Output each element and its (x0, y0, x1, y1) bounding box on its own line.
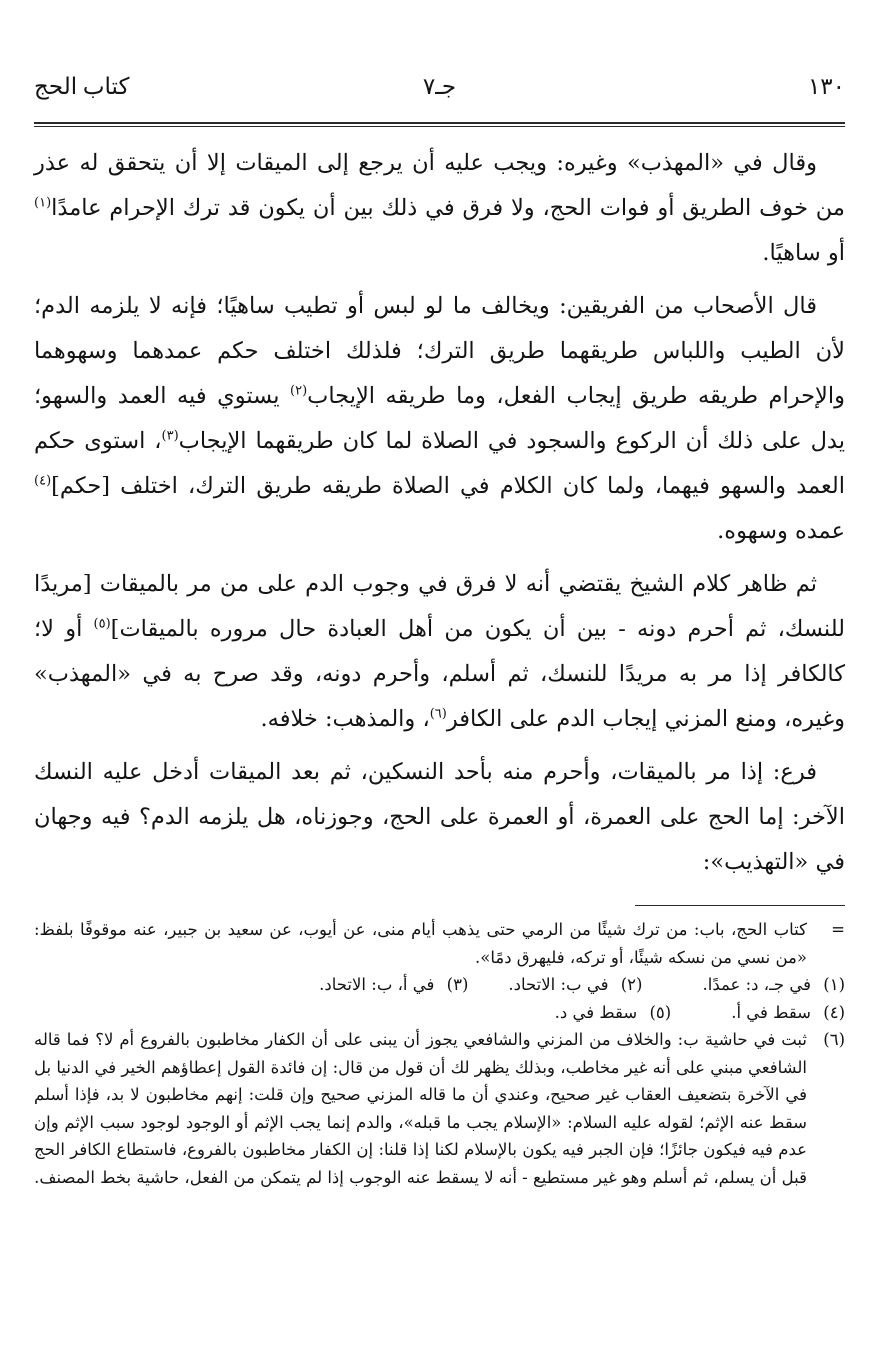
running-header (34, 70, 845, 110)
footnote-2-text: في ب: الاتحاد. (508, 975, 609, 994)
footnote-5-text: سقط في د. (554, 1002, 638, 1022)
footnote-4 (731, 999, 845, 1027)
paragraph-3-text-c: ، والمذهب: خلافه. (260, 706, 430, 732)
paragraph-2-text-d: عمده وسهوه. (717, 518, 845, 544)
paragraph-2-text-a: قال الأصحاب من الفريقين: ويخالف ما لو لبس أو تطيب ساهيًا؛ فإنه لا يلزمه الدم؛ لأن الطيب واللباس طريقهما طريق الترك؛ فلذلك اختلف حكم عمدهما وسهوهما والإحرام طريقه طريق إيجاب الفعل، وما طريقه الإيجاب (34, 293, 846, 409)
paragraph-1 (34, 141, 845, 276)
footnote-1-text: في جـ، د: عمدًا. (702, 975, 811, 994)
footnote-ref-2: (٢) (290, 383, 308, 399)
footnote-6 (34, 1026, 845, 1191)
footnote-ref-4: (٤) (34, 473, 52, 489)
footnote-2-mark: (٢) (620, 975, 643, 994)
book-title: كتاب الحج (34, 74, 130, 99)
footnote-5-mark: (٥) (649, 1002, 672, 1022)
paragraph-3-text-b: أو لا؛ كالكافر إذا مر به مريدًا للنسك، ثم أسلم، وأحرم دونه، وقد صرح به في «المهذب» وغيره، ومنع المزني إيجاب الدم على الكافر (34, 616, 845, 732)
page-number: ١٣٠ (807, 74, 845, 99)
paragraph-1-text-a: وقال في «المهذب» وغيره: ويجب عليه أن يرجع إلى الميقات إلا أن يتحقق له عذر من خوف الطريق أو فوات الحج، ولا فرق في ذلك بين أن يكون قد ترك الإحرام عامدًا (34, 150, 845, 221)
footnotes (34, 916, 845, 1191)
paragraph-2-text-c: ، استوى حكم العمد والسهو فيهما، ولما كان الكلام في الصلاة طريقه طريق الترك، اختلف [حكم] (34, 428, 845, 499)
main-text (34, 141, 845, 885)
footnote-ref-6: (٦) (429, 706, 447, 722)
footnote-4-mark: (٤) (823, 1002, 845, 1022)
footnote-4-text: سقط في أ. (731, 1002, 811, 1022)
header-rule (34, 122, 845, 127)
footnote-ref-1: (١) (34, 195, 52, 211)
footnote-6-mark: (٦) (823, 1030, 845, 1049)
continuation-mark: = (831, 920, 845, 939)
footnote-ref-5: (٥) (93, 616, 111, 632)
footnotes-row-1 (34, 971, 845, 999)
footnotes-separator (635, 905, 845, 906)
paragraph-2-text-b: يستوي فيه العمد والسهو؛ يدل على ذلك أن الركوع والسجود في الصلاة لما كان طريقهما الإيجاب (34, 383, 845, 454)
volume-number: جـ٧ (422, 74, 457, 99)
paragraph-1-text-b: أو ساهيًا. (762, 240, 845, 266)
paragraph-4: فرع: إذا مر بالميقات، وأحرم منه بأحد النسكين، ثم بعد الميقات أدخل عليه النسك الآخر: إما الحج على العمرة، أو العمرة على الحج، وجوزناه، هل يلزمه الدم؟ فيه وجهان في «التهذيب»: (34, 759, 845, 875)
paragraph-3-text-a: ثم ظاهر كلام الشيخ يقتضي أنه لا فرق في وجوب الدم على من مر بالميقات [مريدًا للنسك، ثم أحرم دونه - بين أن يكون من أهل العبادة حال مروره بالميقات] (34, 571, 845, 642)
footnote-1-mark: (١) (823, 975, 845, 994)
footnote-6-text: ثبت في حاشية ب: والخلاف من المزني والشافعي يجوز أن يبنى على أن الكفار مخاطبون بالفروع أم لا؟ فما قاله الشافعي مبني على أنه غير مخاطب، وبذلك يظهر لك أن قول من قال: إن فائدة القول إعطاؤهم الخير في الدنيا بل في الآخرة بتضعيف العقاب غير صحيح، وعندي أن ما قاله المزني صحيح وإن قلت: إنهم مخاطبون لا بد، فإذا أسلم سقط عنه الإثم؛ لقوله عليه السلام: «الإسلام يجب ما قبله»، والدم إنما يجب الإثم أو الوجود لوجود سبب الإثم وإن عدم فيه فيكون جائزًا؛ فإن الجبر فيه يكون بالإسلام لكنا إذا قلنا: إن الكفار مخاطبون بالفروع، فاستطاع الكافر الحج قبل أن يسلم، ثم أسلم وهو غير مستطيع - أنه لا يسقط عنه الوجوب إذا لم يتمكن من الفعل، حاشية بخط المصنف. (34, 1030, 807, 1187)
footnote-1 (702, 971, 845, 999)
footnote-3 (319, 971, 468, 999)
footnote-ref-3: (٣) (161, 428, 179, 444)
book-page (34, 70, 845, 1360)
footnotes-row-2 (34, 999, 845, 1027)
footnote-5 (555, 999, 672, 1027)
paragraph-3 (34, 562, 845, 742)
footnote-continued-text: كتاب الحج، باب: من ترك شيئًا من الرمي حتى يذهب أيام منى، عن أيوب، عن سعيد بن جبير، عنه موقوفًا بلفظ: «من نسي من نسكه شيئًا، أو تركه، فليهرق دمًا». (34, 920, 807, 967)
footnote-3-text: في أ، ب: الاتحاد. (319, 975, 435, 994)
footnote-3-mark: (٣) (446, 975, 469, 994)
footnote-continued (34, 916, 845, 971)
paragraph-2 (34, 284, 845, 554)
footnote-2 (508, 971, 642, 999)
